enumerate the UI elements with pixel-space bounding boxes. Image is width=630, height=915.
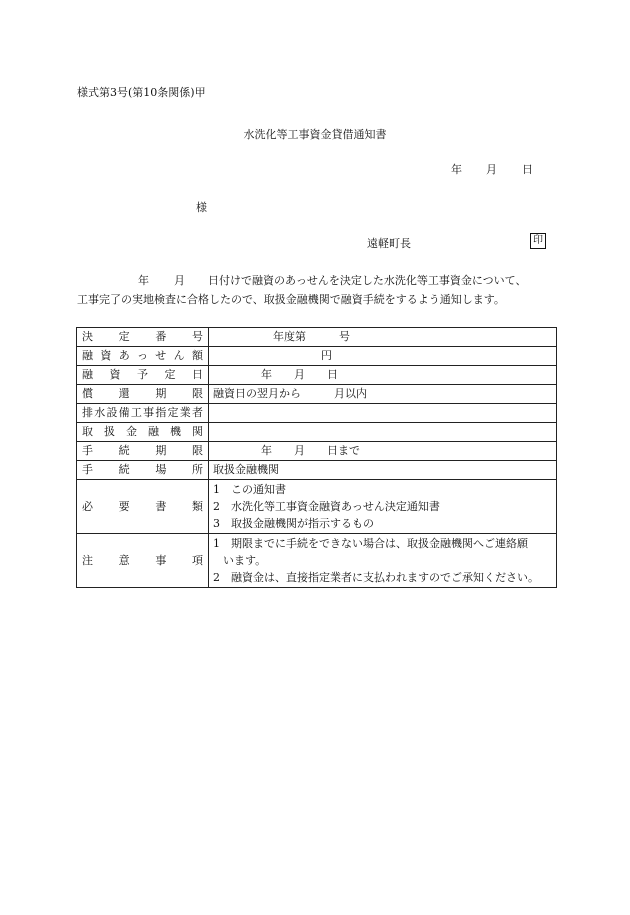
list-item-continuation: います。 bbox=[223, 554, 267, 567]
recipient-suffix: 様 bbox=[196, 201, 207, 214]
row-value bbox=[209, 404, 557, 423]
row-label: 決定番号 bbox=[77, 328, 209, 347]
table-row bbox=[77, 423, 557, 442]
date-month: 月 bbox=[486, 163, 497, 176]
date-day: 日 bbox=[522, 163, 533, 176]
row-value: 円 bbox=[209, 347, 557, 366]
seal-mark: 印 bbox=[530, 233, 546, 249]
list-item: 3 取扱金融機関が指示するもの bbox=[213, 517, 374, 530]
table-row bbox=[77, 347, 557, 366]
row-value: 年 月 日まで bbox=[209, 442, 557, 461]
row-label: 手続場所 bbox=[77, 461, 209, 480]
list-item: 2 水洗化等工事資金融資あっせん決定通知書 bbox=[213, 500, 440, 513]
issuer-name: 遠軽町長 bbox=[367, 237, 411, 250]
notes-label: 注意事項 bbox=[77, 534, 209, 588]
row-value: 取扱金融機関 bbox=[209, 461, 557, 480]
row-label: 排水設備工事指定業者 bbox=[77, 404, 209, 423]
table-row bbox=[77, 366, 557, 385]
body-month: 月 bbox=[174, 274, 185, 287]
row-value: 年 月 日 bbox=[209, 366, 557, 385]
table-row bbox=[77, 385, 557, 404]
table-row bbox=[77, 461, 557, 480]
list-item: 1 この通知書 bbox=[213, 483, 286, 496]
row-label: 償還期限 bbox=[77, 385, 209, 404]
list-item: 1 期限までに手続をできない場合は、取扱金融機関へご連絡願 bbox=[213, 537, 528, 550]
notes-list bbox=[209, 534, 557, 588]
list-item: 2 融資金は、直接指定業者に支払われますのでご承知ください。 bbox=[213, 571, 539, 584]
table-row bbox=[77, 480, 557, 534]
date-year: 年 bbox=[451, 163, 462, 176]
row-value bbox=[209, 423, 557, 442]
row-value: 年度第 号 bbox=[209, 328, 557, 347]
row-value: 融資日の翌月から 月以内 bbox=[209, 385, 557, 404]
table-row bbox=[77, 404, 557, 423]
row-label: 取扱金融機関 bbox=[77, 423, 209, 442]
body-year: 年 bbox=[138, 274, 149, 287]
document-title: 水洗化等工事資金貸借通知書 bbox=[243, 128, 387, 141]
table-row bbox=[77, 534, 557, 588]
row-label: 融資予定日 bbox=[77, 366, 209, 385]
table-row bbox=[77, 328, 557, 347]
details-table bbox=[76, 327, 557, 588]
row-label: 融資あっせん額 bbox=[77, 347, 209, 366]
table-row bbox=[77, 442, 557, 461]
body-line2: 工事完了の実地検査に合格したので、取扱金融機関で融資手続をするよう通知します。 bbox=[77, 293, 505, 306]
body-line1: 日付けで融資のあっせんを決定した水洗化等工事資金について、 bbox=[208, 274, 527, 287]
row-label: 手続期限 bbox=[77, 442, 209, 461]
form-number: 様式第3号(第10条関係)甲 bbox=[77, 86, 206, 99]
required-docs-label: 必要書類 bbox=[77, 480, 209, 534]
required-docs-list bbox=[209, 480, 557, 534]
